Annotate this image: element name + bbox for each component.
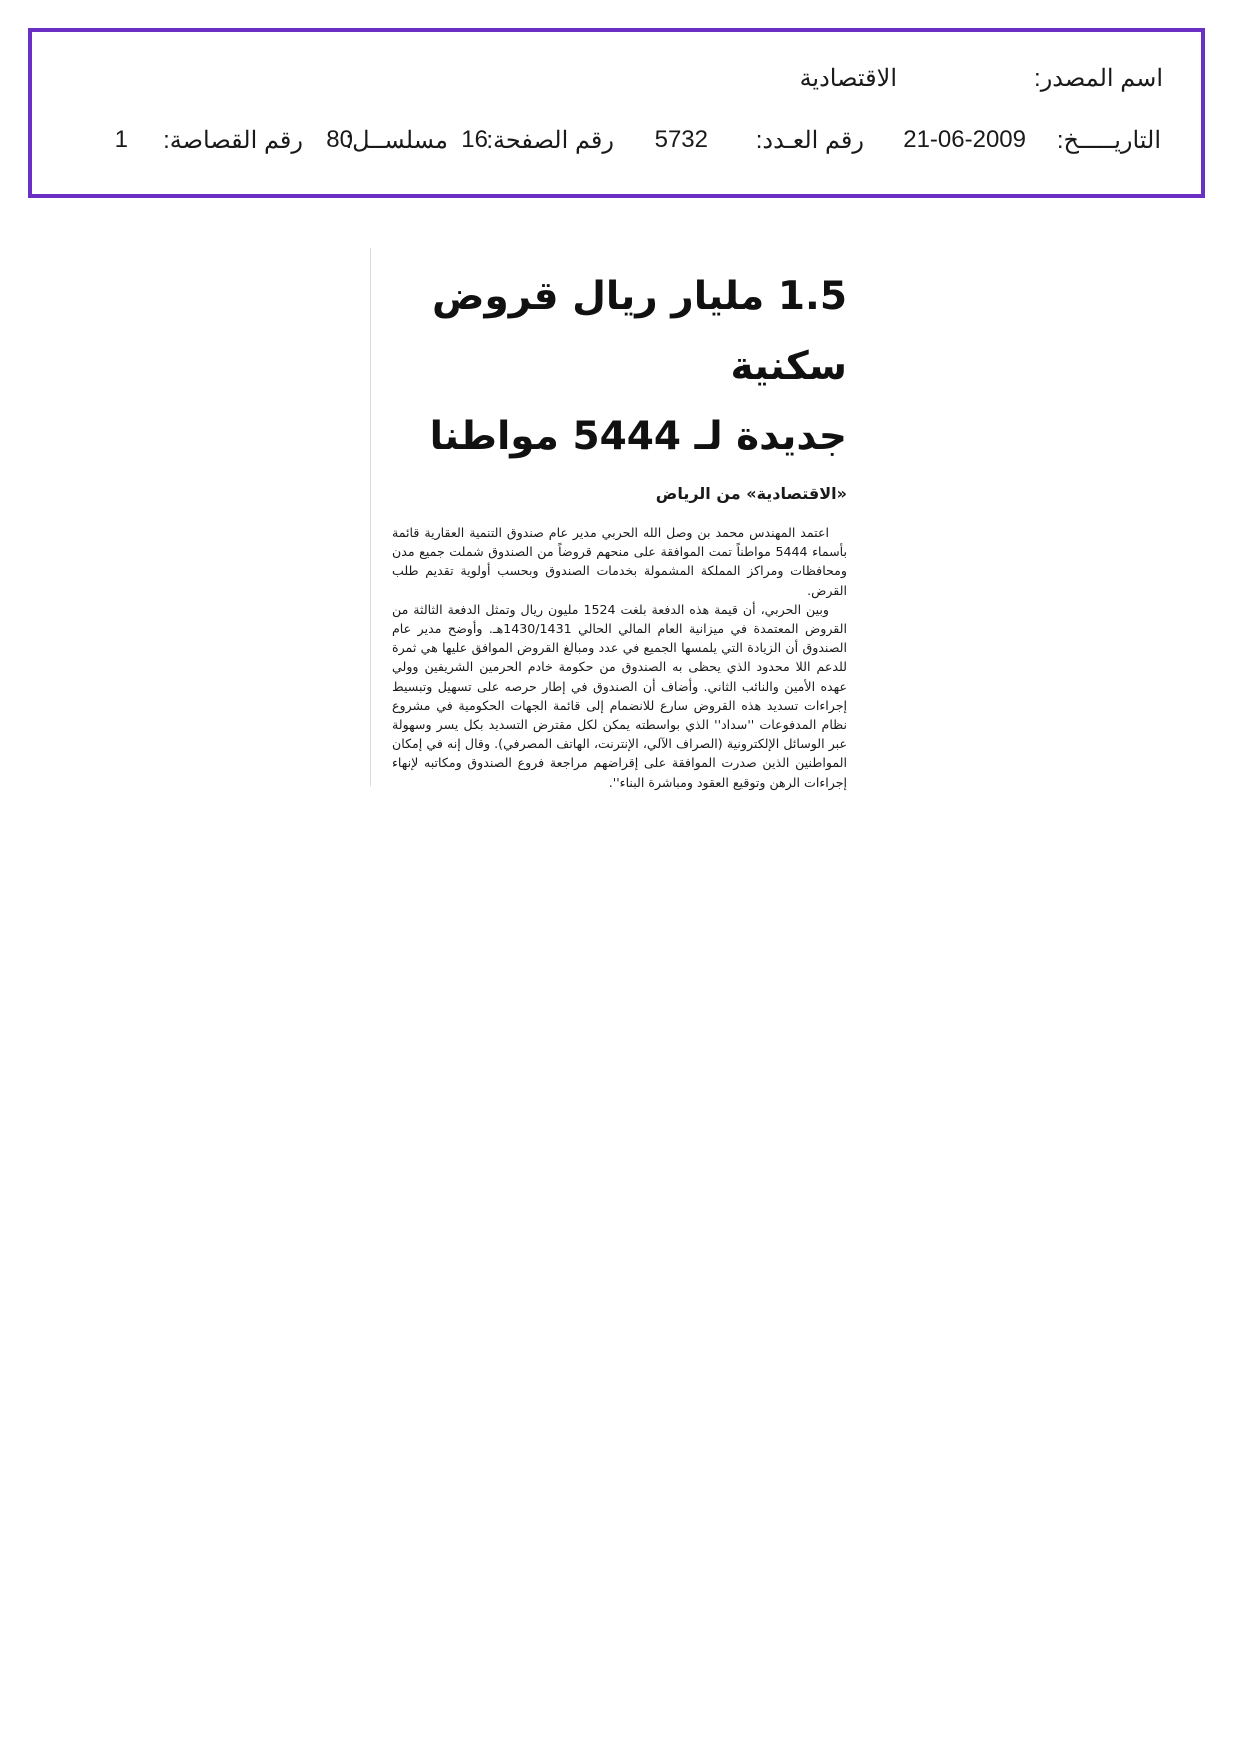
source-value: الاقتصادية [799,65,897,92]
column-divider [370,248,371,786]
article-paragraph-2: وبين الحربي، أن قيمة هذه الدفعة بلغت 1524 مليون ريال وتمثل الدفعة الثالثة من القروض المعتمدة في ميزانية العام المالي الحالي 1430/1431هـ. وأوضح مدير عام الصندوق أن الزيادة التي يلمسها الجميع في عدد ومبالغ القروض الموافق عليها هي ثمرة للدعم اللا محدود الذي يحظى به الصندوق من حكومة خادم الحرمين الشريفين وولي عهده الأمين والنائب الثاني. وأضاف أن الصندوق في إطار حرصه على تسهيل وتبسيط إجراءات تسديد هذه القروض سارع للانضمام إلى قائمة الجهات الحكومية في مشروع نظام المدفوعات ''سداد'' الذي بواسطته يمكن لكل مقترض التسديد بكل يسر وسهولة عبر الوسائل الإلكترونية (الصراف الآلي، الإنترنت، الهاتف المصرفي). وقال إنه في إمكان المواطنين الذين صدرت الموافقة على إقراضهم مراجعة فروع الصندوق ومكاتبه لإنهاء إجراءات الرهن وتوقيع العقود ومباشرة البناء''. [392,601,847,790]
headline-line-2: جديدة لـ 5444 مواطنا [429,414,847,459]
clipping-info-box [28,28,1205,198]
issue-label: رقم العـدد: [755,127,864,154]
date-label: التاريـــــخ: [1056,127,1161,154]
source-label: اسم المصدر: [1034,65,1163,92]
page-label: رقم الصفحة: [486,127,614,154]
news-article [392,262,847,792]
serial-label: مسلســل: [345,127,448,154]
clip-value: 1 [114,126,128,153]
issue-value: 5732 [654,126,708,153]
clip-label: رقم القصاصة: [163,127,303,154]
page-value: 16 [461,126,488,153]
article-byline: «الاقتصادية» من الرياض [655,484,847,503]
date-value: 21-06-2009 [903,126,1026,153]
article-headline [392,262,847,472]
article-body [392,523,847,792]
serial-value: 80 [326,126,353,153]
article-paragraph-1: اعتمد المهندس محمد بن وصل الله الحربي مدير عام صندوق التنمية العقارية قائمة بأسماء 5444 مواطناً تمت الموافقة على منحهم قروضاً من الصندوق شملت جميع مدن ومحافظات ومراكز المملكة المشمولة بخدمات الصندوق وبحسب أولوية تقديم طلب القرض. [392,525,848,598]
headline-line-1: 1.5 مليار ريال قروض سكنية [432,274,847,389]
